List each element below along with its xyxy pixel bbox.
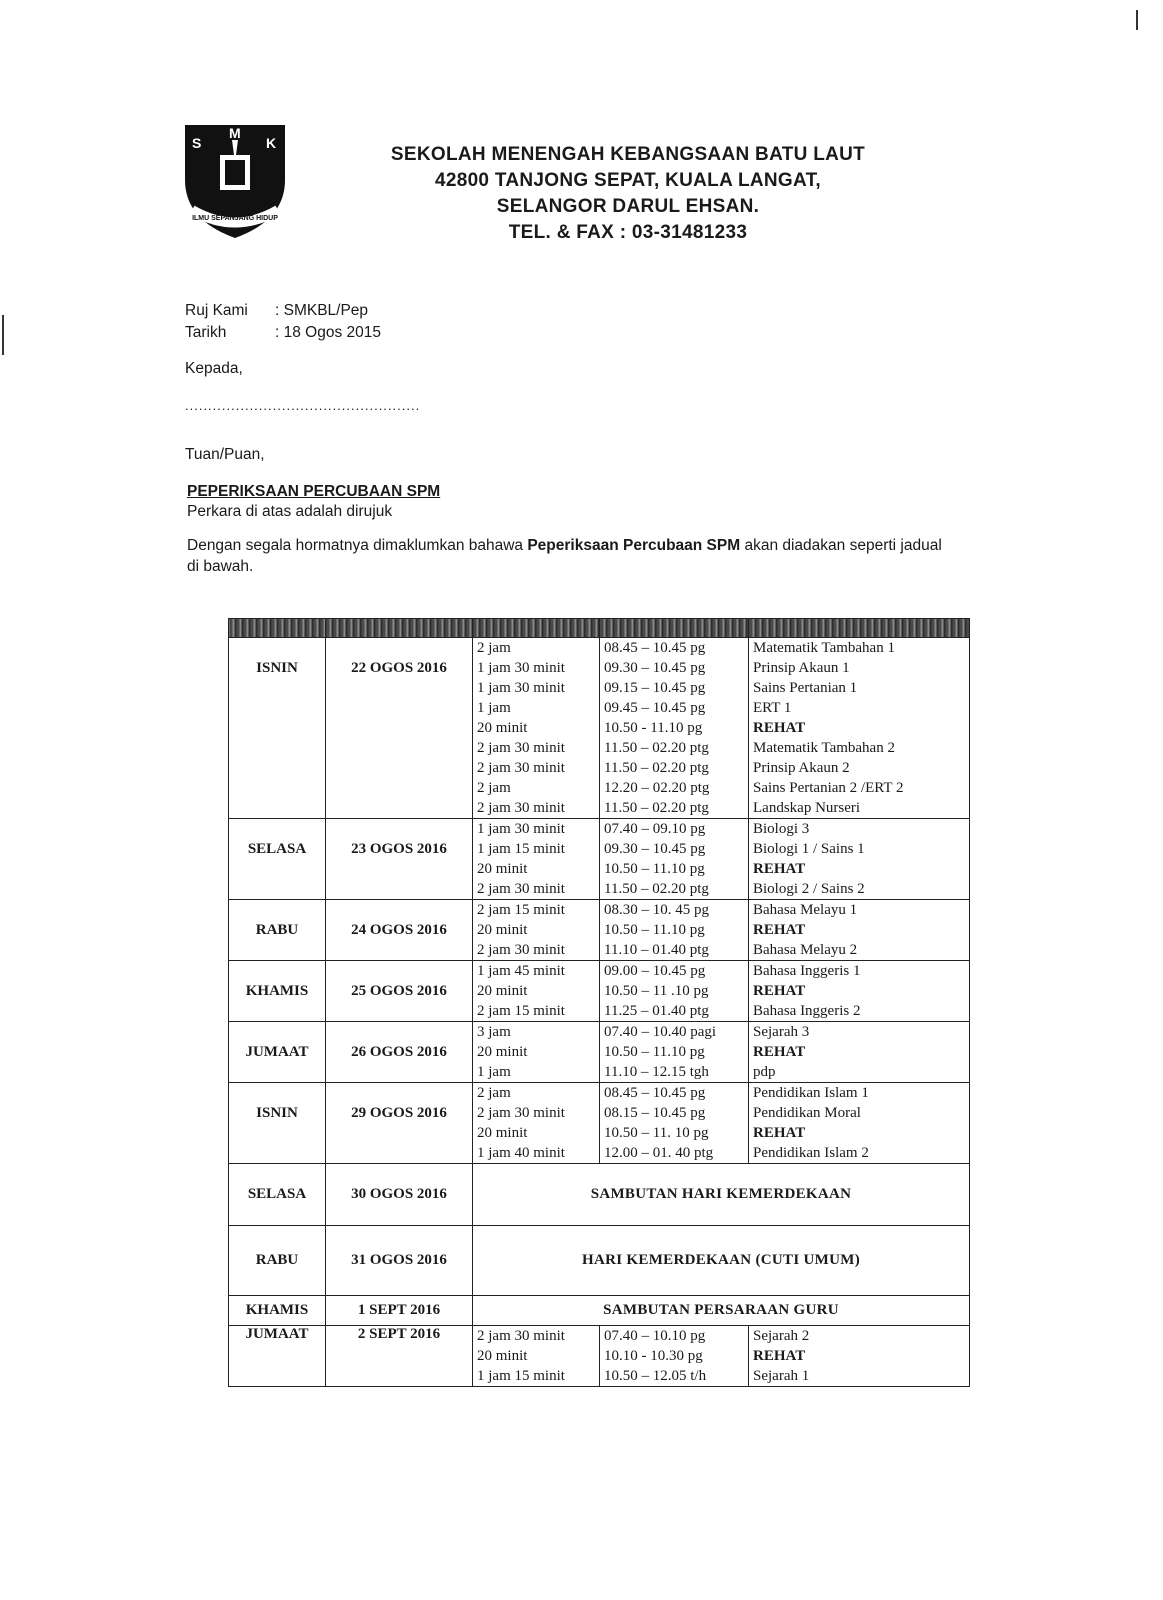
schedule-line: 20 minit [477,720,528,736]
school-name: SEKOLAH MENENGAH KEBANGSAAN BATU LAUT [390,144,866,165]
letter-meta [185,300,381,344]
subject-cell [749,1022,970,1083]
date-label: Tarikh [185,324,227,341]
schedule-line: 09.30 – 10.45 pg [604,660,706,676]
crest-letter: K [266,135,277,151]
schedule-line: 2 jam 30 minit [477,800,565,816]
event-row [229,1226,970,1296]
schedule-line: 2 jam 30 minit [477,942,565,958]
schedule-line: Pendidikan Moral [753,1105,861,1121]
day-label: JUMAAT [245,1326,309,1342]
date-cell [326,1022,473,1083]
schedule-line: Prinsip Akaun 1 [753,660,850,676]
schedule-line: 10.50 – 11.10 pg [604,922,705,938]
schedule-line: 1 jam 30 minit [477,821,565,837]
schedule-line: 20 minit [477,1044,528,1060]
date-label: 30 OGOS 2016 [351,1186,447,1202]
schedule-line: 08.30 – 10. 45 pg [604,902,709,918]
schedule-line: Sejarah 2 [753,1328,810,1344]
schedule-line: 2 jam 15 minit [477,1003,565,1019]
schedule-line: 07.40 – 10.40 pagi [604,1024,717,1040]
schedule-line: 2 jam 15 minit [477,902,565,918]
schedule-line: 1 jam 15 minit [477,841,565,857]
duration-cell [473,900,600,961]
schedule-line: 1 jam 45 minit [477,963,565,979]
subject-cell [749,1083,970,1164]
schedule-line: Biologi 2 / Sains 2 [753,881,865,897]
schedule-line: 2 jam 30 minit [477,1328,565,1344]
day-label: JUMAAT [245,1044,309,1060]
crest-letter: M [229,125,241,141]
letterhead [170,120,970,260]
event-row [229,1296,970,1326]
schedule-line: 09.45 – 10.45 pg [604,700,706,716]
table-row [229,819,970,900]
date-label: 25 OGOS 2016 [351,983,447,999]
table-header-bar [229,619,970,638]
schedule-line: 11.10 – 12.15 tgh [604,1064,709,1080]
time-cell [600,961,749,1022]
schedule-line: 20 minit [477,1348,528,1364]
table-row [229,1326,970,1387]
day-cell [229,1022,326,1083]
schedule-line: 20 minit [477,922,528,938]
crest-motto: ILMU SEPANJANG HIDUP [192,215,278,222]
schedule-line: 08.45 – 10.45 pg [604,1085,706,1101]
schedule-line: Biologi 1 / Sains 1 [753,841,865,857]
subject-cell [749,961,970,1022]
table-row [229,900,970,961]
schedule-line: ERT 1 [753,700,792,716]
scan-edge-mark [2,315,4,355]
day-label: RABU [255,922,299,938]
schedule-line: Bahasa Inggeris 1 [753,963,861,979]
recipient-blank: ................................................... [185,398,421,413]
day-label: ISNIN [256,1105,298,1121]
schedule-line: Prinsip Akaun 2 [753,760,850,776]
schedule-line: Matematik Tambahan 2 [753,740,895,756]
schedule-line: 1 jam 30 minit [477,660,565,676]
day-label: SELASA [247,841,307,857]
schedule-line: REHAT [753,1125,806,1141]
schedule-line: 11.50 – 02.20 ptg [604,881,709,897]
schedule-line: Biologi 3 [753,821,810,837]
duration-cell [473,1022,600,1083]
schedule-line: 11.50 – 02.20 ptg [604,800,709,816]
time-cell [600,1022,749,1083]
exam-schedule-table [228,618,970,1387]
day-cell [229,1083,326,1164]
table-row [229,638,970,819]
schedule-line: 11.50 – 02.20 ptg [604,760,709,776]
exam-name: Peperiksaan Percubaan SPM [527,537,741,554]
school-crest-logo [180,120,290,240]
day-label: KHAMIS [245,1302,309,1318]
day-cell [229,1164,326,1226]
date-cell [326,961,473,1022]
schedule-line: 07.40 – 09.10 pg [604,821,706,837]
schedule-line: Matematik Tambahan 1 [753,640,895,656]
schedule-line: 20 minit [477,983,528,999]
subject-cell [749,1326,970,1387]
schedule-line: 2 jam [477,640,511,656]
day-cell [229,900,326,961]
date-label: 29 OGOS 2016 [351,1105,447,1121]
schedule-line: Pendidikan Islam 1 [753,1085,869,1101]
subject-cell [749,819,970,900]
day-cell [229,1326,326,1387]
schedule-line: 07.40 – 10.10 pg [604,1328,706,1344]
date-cell [326,1296,473,1326]
schedule-line: REHAT [753,720,806,736]
schedule-line: 11.10 – 01.40 ptg [604,942,709,958]
schedule-line: 11.50 – 02.20 ptg [604,740,709,756]
schedule-line: Sejarah 1 [753,1368,810,1384]
schedule-line: 08.45 – 10.45 pg [604,640,706,656]
schedule-line: 2 jam 30 minit [477,760,565,776]
table-row [229,1022,970,1083]
schedule-line: 10.50 – 11.10 pg [604,1044,705,1060]
day-label: ISNIN [256,660,298,676]
day-cell [229,1296,326,1326]
day-cell [229,819,326,900]
schedule-line: 2 jam [477,1085,511,1101]
schedule-line: 12.00 – 01. 40 ptg [604,1145,714,1161]
schedule-line: 09.30 – 10.45 pg [604,841,706,857]
day-cell [229,961,326,1022]
time-cell [600,1326,749,1387]
time-cell [600,819,749,900]
date-label: 31 OGOS 2016 [351,1252,447,1268]
day-cell [229,638,326,819]
event-label: SAMBUTAN PERSARAAN GURU [473,1296,970,1326]
schedule-line: Bahasa Melayu 2 [753,942,858,958]
date-label: 23 OGOS 2016 [351,841,447,857]
schedule-line: Sains Pertanian 1 [753,680,858,696]
schedule-line: 10.50 – 11 .10 pg [604,983,709,999]
scan-edge-mark [1136,10,1138,30]
date-label: 26 OGOS 2016 [351,1044,447,1060]
event-label: HARI KEMERDEKAAN (CUTI UMUM) [473,1226,970,1296]
schedule-line: Pendidikan Islam 2 [753,1145,869,1161]
duration-cell [473,819,600,900]
duration-cell [473,638,600,819]
event-row [229,1164,970,1226]
schedule-line: 11.25 – 01.40 ptg [604,1003,709,1019]
reference-line: Perkara di atas adalah dirujuk [187,503,393,520]
schedule-line: REHAT [753,1044,806,1060]
schedule-line: 2 jam 30 minit [477,1105,565,1121]
schedule-line: REHAT [753,861,806,877]
schedule-line: 3 jam [477,1024,511,1040]
schedule-line: 1 jam [477,1064,511,1080]
date-cell [326,1226,473,1296]
schedule-line: 1 jam 40 minit [477,1145,565,1161]
date-label: 1 SEPT 2016 [357,1302,441,1318]
school-phone: TEL. & FAX : 03-31481233 [508,222,748,243]
schedule-line: 10.50 – 11.10 pg [604,861,705,877]
date-cell [326,1326,473,1387]
duration-cell [473,1326,600,1387]
schedule-line: 08.15 – 10.45 pg [604,1105,706,1121]
schedule-line: 2 jam 30 minit [477,740,565,756]
schedule-line: 1 jam 15 minit [477,1368,565,1384]
date-cell [326,1164,473,1226]
time-cell [600,638,749,819]
school-details [348,142,908,246]
schedule-line: 09.15 – 10.45 pg [604,680,706,696]
duration-cell [473,1083,600,1164]
date-value: : 18 Ogos 2015 [275,324,381,341]
date-cell [326,819,473,900]
date-cell [326,638,473,819]
day-cell [229,1226,326,1296]
schedule-line: 10.50 – 11. 10 pg [604,1125,709,1141]
body-paragraph: Dengan segala hormatnya dimaklumkan bahawa Peperiksaan Percubaan SPM akan diadakan seperti jadual di bawah. [187,537,942,575]
recipient-label: Kepada, [185,360,243,377]
schedule-line: 2 jam 30 minit [477,881,565,897]
day-label: KHAMIS [245,983,309,999]
date-cell [326,900,473,961]
event-label: SAMBUTAN HARI KEMERDEKAAN [473,1164,970,1226]
schedule-line: 20 minit [477,1125,528,1141]
ref-value: : SMKBL/Pep [275,302,369,319]
duration-cell [473,961,600,1022]
time-cell [600,1083,749,1164]
schedule-line: REHAT [753,1348,806,1364]
date-label: 2 SEPT 2016 [357,1326,441,1342]
schedule-line: REHAT [753,983,806,999]
day-label: SELASA [247,1186,307,1202]
schedule-line: 1 jam [477,700,511,716]
schedule-line: Sains Pertanian 2 /ERT 2 [753,780,904,796]
ref-label: Ruj Kami [185,302,248,319]
table-row [229,1083,970,1164]
schedule-line: pdp [753,1064,776,1080]
subject-cell [749,638,970,819]
schedule-line: 10.10 - 10.30 pg [604,1348,703,1364]
crest-letter: S [192,135,202,151]
schedule-line: 2 jam [477,780,511,796]
day-label: RABU [255,1252,299,1268]
schedule-line: 10.50 - 11.10 pg [604,720,703,736]
date-label: 22 OGOS 2016 [351,660,447,676]
letter-subject: PEPERIKSAAN PERCUBAAN SPM [187,483,441,500]
schedule-line: REHAT [753,922,806,938]
schedule-line: Bahasa Inggeris 2 [753,1003,861,1019]
subject-cell [749,900,970,961]
schedule-line: Landskap Nurseri [753,800,861,816]
schedule-line: 10.50 – 12.05 t/h [604,1368,707,1384]
salutation: Tuan/Puan, [185,446,265,463]
school-address-line2: SELANGOR DARUL EHSAN. [496,196,760,217]
schedule-line: Bahasa Melayu 1 [753,902,858,918]
date-label: 24 OGOS 2016 [351,922,447,938]
date-cell [326,1083,473,1164]
schedule-line: Sejarah 3 [753,1024,810,1040]
time-cell [600,900,749,961]
schedule-line: 20 minit [477,861,528,877]
schedule-line: 1 jam 30 minit [477,680,565,696]
schedule-line: 09.00 – 10.45 pg [604,963,706,979]
schedule-line: 12.20 – 02.20 ptg [604,780,710,796]
school-address-line1: 42800 TANJONG SEPAT, KUALA LANGAT, [434,170,822,191]
table-row [229,961,970,1022]
